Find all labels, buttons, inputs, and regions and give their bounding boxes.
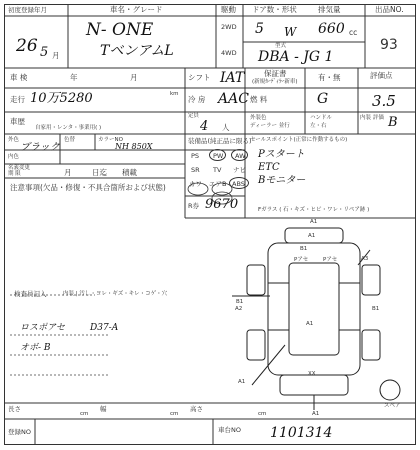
doors-value: 5 (255, 21, 264, 37)
sales-point-label: セールスポイント(正常に作動するもの) (250, 137, 348, 143)
inspector-note-3: オボ- B (20, 343, 51, 353)
seats-value: 4 (200, 119, 209, 134)
color-no-label: カラーNO (98, 137, 123, 143)
length-label: 長さ (8, 405, 21, 413)
warranty-value: 有・無 (318, 73, 341, 82)
shaken-label: 車 検 (10, 73, 28, 82)
score-value: 3.5 (372, 92, 396, 110)
model-label: 型式 (275, 43, 287, 49)
mark-a3-right: A3 (361, 256, 369, 262)
drive-2wd: 2WD (221, 23, 237, 31)
r-value: 9670 (205, 197, 239, 212)
equip-sr: SR (191, 166, 200, 174)
dealer-label: ディーラー 並行 (250, 123, 290, 129)
length-cm: cm (80, 411, 89, 417)
color-no-value: NH 850X (115, 142, 153, 151)
equip-aw: AW (235, 152, 246, 160)
usage-label: 車歴 (10, 117, 25, 126)
shape-value: W (284, 25, 297, 39)
car-diagram (232, 228, 400, 410)
height-label: 高さ (190, 405, 203, 413)
km-unit: km (170, 91, 179, 97)
cc-unit: cc (349, 28, 358, 37)
deadline-label: 期 限 (8, 171, 21, 177)
inspector-label: 検査員記入 (14, 290, 47, 298)
fuel-label: 燃 料 (250, 95, 268, 104)
equip-abs: ABS (232, 180, 245, 188)
name-change-label: 名義変更 (8, 165, 31, 171)
notes-label: 注意事項(欠品・修復・不具合箇所および状態) (10, 183, 166, 192)
guarantee-label: 保証書 (264, 69, 287, 78)
sales-point-1: Pスタート (258, 149, 305, 160)
equip-tv: TV (213, 166, 222, 174)
displacement-label: 排気量 (318, 5, 341, 14)
mark-pu-left: Pアセ (294, 257, 309, 263)
reg-year-value: 26 (16, 36, 38, 56)
width-label: 幅 (100, 405, 107, 413)
serial-value: 1101314 (270, 425, 333, 441)
regular-label: 定員 (188, 113, 200, 119)
equip-pw: PW (213, 152, 224, 160)
equip-ps: PS (191, 152, 200, 160)
mark-x: XX (308, 371, 316, 377)
mark-pu-right: Pアセ (323, 257, 338, 263)
date-entry-label: 日迄 (92, 168, 107, 177)
mark-a1-front: A1 (306, 321, 314, 327)
load-label: 積載 (122, 168, 137, 177)
model-value: DBA - JG 1 (258, 49, 334, 65)
mileage-label: 走行 (10, 95, 25, 104)
int-color-label: 内色 (8, 154, 20, 160)
aw-circle (231, 149, 248, 161)
r-label: R券 (188, 202, 200, 210)
month-unit: 月 (52, 51, 60, 60)
reg-no-label: 登録NO (8, 428, 31, 436)
equip-airbag: エアB (209, 180, 227, 188)
handle-label: ハンドル (310, 115, 333, 121)
ext-color-label: 外色 (8, 137, 20, 143)
height-cm: cm (258, 411, 267, 417)
mark-b1-roof: B1 (300, 246, 308, 252)
equip-navi: ナビ (233, 166, 246, 174)
inspection-options: 内装 | 汚し・ヨレ・ギズ・キレ・コゲ・穴 (63, 291, 168, 297)
equipment-label: 装備品(純正品に限る) (188, 137, 252, 145)
grade-value: TベンアムL (100, 43, 174, 59)
inspector-note-1: ロスポアセ (20, 323, 65, 333)
usage-options: 自家用・レンタ・事業用( ) (35, 125, 102, 131)
width-cm: cm (170, 411, 179, 417)
mark-a1-bottom: A1 (312, 411, 320, 417)
equip-leather: カワ (189, 180, 202, 188)
mileage-value: 10万5280 (30, 91, 93, 106)
aircon-value: AAC (218, 91, 249, 107)
interior-score-value: B (388, 115, 398, 130)
first-reg-label: 初度登録年月 (8, 6, 47, 14)
interior-eval-label: 内装 評価 (360, 115, 384, 121)
drive-4wd: 4WD (221, 49, 237, 57)
shaken-month: 月 (130, 73, 138, 82)
glass-label: Fガラス ( 石・キズ・ヒビ・ワレ・リペア跡 ) (258, 207, 370, 213)
car-name-value: N- ONE (86, 20, 154, 40)
exterior-label: 外装色 (250, 115, 267, 121)
car-name-grade-label: 車名・グレード (110, 5, 163, 14)
mark-a1-rear: A1 (238, 379, 246, 385)
mark-a2-left: A2 (235, 306, 243, 312)
shift-value: IAT (220, 70, 245, 86)
evaluation-label: 評価点 (370, 71, 393, 80)
orig-color-label: 色替 (64, 137, 76, 143)
color-value: ブラック (20, 142, 60, 153)
drive-label: 駆動 (221, 5, 236, 14)
listing-no-value: 93 (380, 37, 398, 53)
spare-label: スペア (384, 403, 401, 409)
handle-value: 左・右 (310, 123, 327, 129)
guarantee-sub: (新規ｶｰﾃﾞｨﾗｰ新車) (252, 79, 298, 85)
shift-label: シフト (188, 73, 211, 82)
sales-point-3: Bモニター (258, 175, 306, 186)
frame-no-label: 車台NO (218, 426, 241, 434)
mark-b1-right: B1 (372, 306, 380, 312)
mark-a1-mid: A1 (308, 233, 316, 239)
reg-month-value: 5 (40, 45, 49, 60)
date-month: 月 (64, 168, 72, 177)
abs-circle (229, 177, 249, 189)
fuel-value: G (317, 91, 329, 107)
mark-a1-top: A1 (310, 219, 318, 225)
doors-shape-label: ドア数・形状 (252, 5, 297, 14)
displacement-value: 660 (318, 21, 345, 37)
inspector-note-2: D37-A (90, 323, 119, 333)
pw-circle (209, 149, 226, 161)
shaken-year: 年 (70, 73, 78, 82)
listing-no-label: 出品NO. (375, 5, 404, 14)
aircon-label: 冷 房 (188, 95, 206, 104)
person-unit: 人 (222, 123, 230, 132)
sales-point-2: ETC (258, 162, 280, 173)
mark-b1-left: B1 (236, 299, 244, 305)
